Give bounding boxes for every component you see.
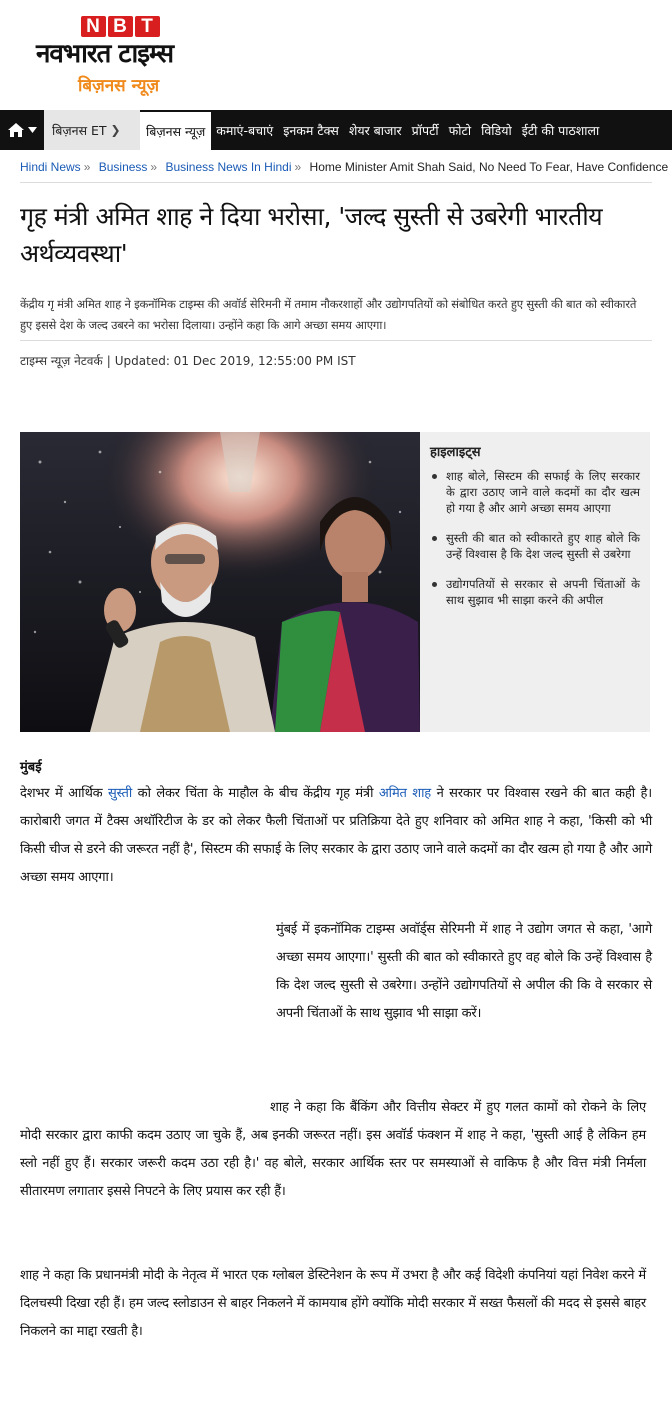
paragraph-text: को लेकर चिंता के माहौल के बीच केंद्रीय गृह मंत्री (132, 786, 379, 801)
nav-item-video[interactable]: विडियो (481, 122, 512, 138)
breadcrumb-separator: » (83, 160, 91, 174)
breadcrumb-business-news-hindi[interactable]: Business News In Hindi (165, 160, 292, 174)
main-nav (0, 110, 672, 150)
nbt-letter: N (81, 16, 106, 37)
highlight-item: सुस्ती की बात को स्वीकारते हुए शाह बोले कि उन्हें विश्वास है कि देश जल्द सुस्ती से उबरेगा (430, 530, 640, 562)
nav-item-income-tax[interactable]: इनकम टैक्स (283, 122, 339, 138)
paragraph-text: देशभर में आर्थिक (20, 786, 109, 801)
breadcrumb-current: Home Minister Amit Shah Said, No Need To Fear, Have Confidence (309, 160, 669, 174)
brand-name: नवभारत टाइम्स (36, 39, 174, 69)
nav-item-share-bazaar[interactable]: शेयर बाजार (348, 122, 402, 138)
nav-item-kamaye-bachaye[interactable]: कमाएं-बचाएं (216, 122, 274, 138)
home-button[interactable] (0, 110, 44, 150)
article-paragraph: शाह ने कहा कि बैंकिंग और वित्तीय सेक्टर में हुए गलत कामों को रोकने के लिए मोदी सरकार द्वारा काफी कदम उठाए जा चुके हैं, अब इनकी जरूरत नहीं। इस अवॉर्ड फंक्शन में शाह ने कहा, 'सुस्ती आई है लेकिन हम स्लो नहीं हुए हैं। सरकार जरूरी कदम उठा रही है।' वह बोले, सरकार आर्थिक स्तर पर समस्याओं से वाकिफ है और वित्त मंत्री निर्मला सीतारमण लगातार इससे निपटने के लिए प्रयास कर रही हैं। (20, 1100, 646, 1199)
highlight-item: शाह बोले, सिस्टम की सफाई के लिए सरकार के द्वारा उठाए जाने वाले कदमों का दौर खत्म हो गया है और आगे अच्छा समय आएगा (430, 468, 640, 516)
highlights-list (430, 468, 640, 608)
nav-item-photo[interactable]: फोटो (448, 122, 472, 138)
section-name[interactable]: बिज़नस न्यूज़ (78, 76, 160, 96)
topic-link-amit-shah[interactable]: अमित शाह (378, 786, 432, 801)
highlights-box (420, 432, 650, 732)
breadcrumb-business[interactable]: Business (98, 160, 148, 174)
caret-down-icon (28, 127, 37, 133)
chevron-right-icon: ❯ (110, 123, 121, 137)
nav-et-label: बिज़नस ET (52, 122, 107, 138)
home-icon (7, 122, 25, 138)
article-paragraph (20, 780, 652, 892)
nav-item-business-news[interactable]: बिज़नस न्यूज़ (140, 110, 211, 150)
breadcrumb (20, 160, 672, 176)
photo-illustration (20, 432, 420, 732)
byline-updated: Updated: 01 Dec 2019, 12:55:00 PM IST (114, 354, 356, 368)
divider (20, 340, 652, 341)
nav-business-et[interactable] (44, 110, 140, 150)
highlights-title: हाइलाइट्स (430, 445, 481, 460)
nbt-letter: T (135, 16, 160, 37)
article-headline: गृह मंत्री अमित शाह ने दिया भरोसा, 'जल्द सुस्ती से उबरेगी भारतीय अर्थव्यवस्था' (20, 202, 603, 268)
highlight-item: उद्योगपतियों से सरकार से अपनी चिंताओं के साथ सुझाव भी साझा करने की अपील (430, 576, 640, 608)
breadcrumb-separator: » (150, 160, 158, 174)
breadcrumb-separator: » (294, 160, 302, 174)
byline-source[interactable]: टाइम्स न्यूज़ नेटवर्क (20, 354, 103, 368)
article-summary: केंद्रीय गृ मंत्री अमित शाह ने इकनॉमिक टाइम्स की अवॉर्ड सेरिमनी में तमाम नौकरशाहों और उद्योगपतियों को संबोधित करते हुए सुस्ती की बात को स्वीकारते हुए इससे देश के जल्द उबरने का भरोसा दिलाया। उन्होंने कहा कि आगे अच्छा समय आएगा। (20, 297, 637, 332)
paragraph-text: ने सरकार पर विश्वास रखने की बात कही है। कारोबारी जगत में टैक्स अथॉरिटीज के डर को लेकर फैली चिंताओं पर प्रतिक्रिया देते हुए शनिवार को अमित शाह ने कहा, 'किसी को भी किसी चीज से डरने की जरूरत नहीं है', सिस्टम की सफाई के लिए सरकार के द्वारा उठाए जाने वाले कदमों का दौर खत्म हो गया है और आगे अच्छा समय आएगा। (20, 786, 652, 885)
topic-link-susti[interactable]: सुस्ती (108, 786, 133, 801)
site-logo[interactable] (36, 16, 236, 106)
nbt-letter: B (108, 16, 133, 37)
nav-item-et-pathshala[interactable]: ईटी की पाठशाला (521, 122, 600, 138)
byline (20, 352, 356, 369)
article-paragraph: मुंबई में इकनॉमिक टाइम्स अवॉर्ड्स सेरिमनी में शाह ने उद्योग जगत से कहा, 'आगे अच्छा समय आएगा।' सुस्ती की बात को स्वीकारते हुए वह बोले कि उन्हें विश्वास है कि देश जल्द सुस्ती से उबरेगा। उन्होंने उद्योगपतियों से अपील की कि वे सरकार से अपनी चिंताओं के साथ सुझाव भी साझा करें। (276, 922, 652, 1021)
byline-divider: | (106, 354, 111, 368)
dateline: मुंबई (20, 760, 42, 775)
divider (20, 182, 652, 183)
article-image[interactable] (20, 432, 420, 732)
article-paragraph: शाह ने कहा कि प्रधानमंत्री मोदी के नेतृत्व में भारत एक ग्लोबल डेस्टिनेशन के रूप में उभरा है और कई विदेशी कंपनियां यहां निवेश करने में दिलचस्पी दिखा रही हैं। हम जल्द स्लोडाउन से बाहर निकलने में कामयाब होंगे क्योंकि मोदी सरकार में सख्त फैसलों की मदद से इससे बाहर निकलने का माद्दा रखती है। (20, 1268, 646, 1339)
nav-item-property[interactable]: प्रॉपर्टी (411, 122, 439, 138)
breadcrumb-hindi-news[interactable]: Hindi News (20, 160, 81, 174)
nbt-badge (80, 16, 160, 37)
